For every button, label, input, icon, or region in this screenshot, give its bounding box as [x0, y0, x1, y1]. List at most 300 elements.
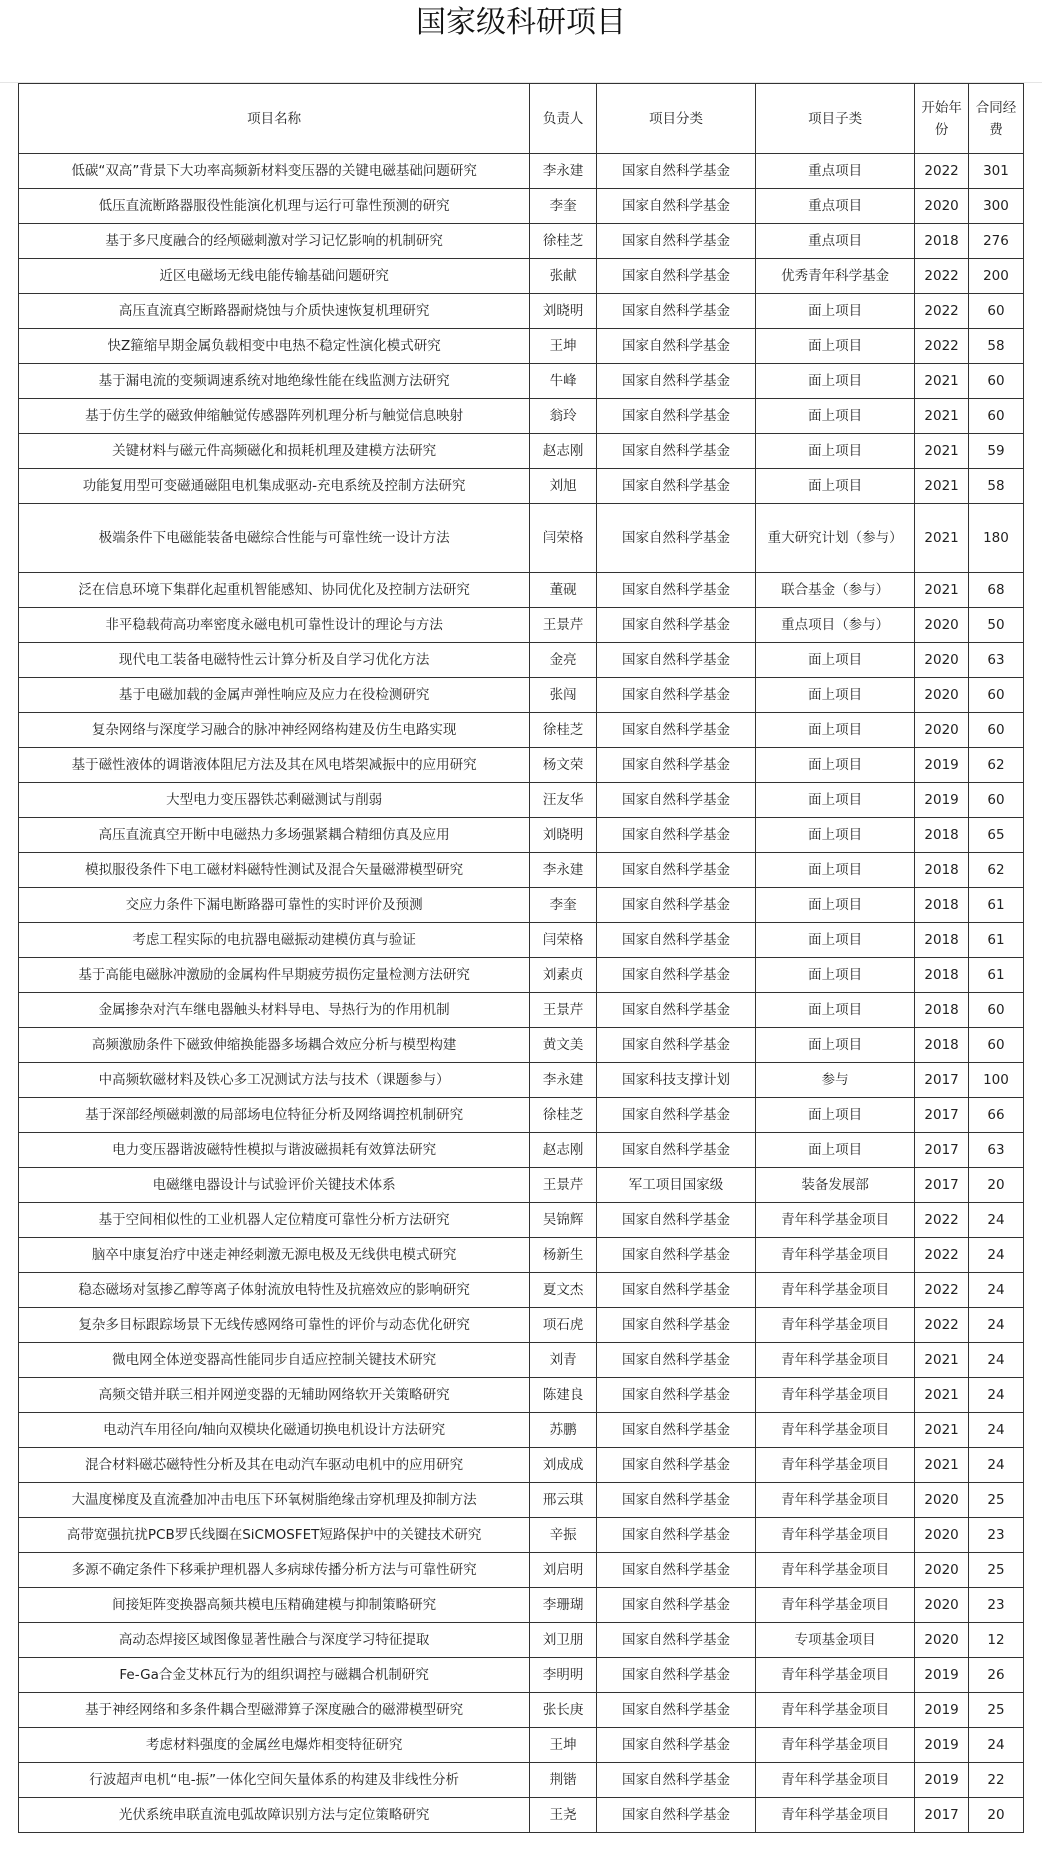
- subcategory-cell: 重大研究计划（参与）: [756, 504, 915, 573]
- subcategory-cell: 青年科学基金项目: [756, 1518, 915, 1553]
- table-row: [19, 1483, 1024, 1518]
- leader-cell: 张长庚: [530, 1693, 597, 1728]
- table-row: [19, 1203, 1024, 1238]
- project-name-cell: 基于仿生学的磁致伸缩触觉传感器阵列机理分析与触觉信息映射: [19, 399, 530, 434]
- funding-cell: 301: [968, 154, 1023, 189]
- start-year-cell: 2019: [915, 748, 969, 783]
- funding-cell: 26: [968, 1658, 1023, 1693]
- subcategory-cell: 面上项目: [756, 1028, 915, 1063]
- table-row: [19, 1308, 1024, 1343]
- page-title: 国家级科研项目: [416, 5, 626, 40]
- leader-cell: 王景芹: [530, 993, 597, 1028]
- project-name-cell: 非平稳载荷高功率密度永磁电机可靠性设计的理论与方法: [19, 608, 530, 643]
- category-cell: 国家自然科学基金: [596, 1238, 755, 1273]
- leader-cell: 闫荣格: [530, 923, 597, 958]
- leader-cell: 刘素贞: [530, 958, 597, 993]
- subcategory-cell: 青年科学基金项目: [756, 1763, 915, 1798]
- subcategory-cell: 面上项目: [756, 923, 915, 958]
- start-year-cell: 2017: [915, 1798, 969, 1833]
- project-name-cell: 低压直流断路器服役性能演化机理与运行可靠性预测的研究: [19, 189, 530, 224]
- category-cell: 国家科技支撑计划: [596, 1063, 755, 1098]
- funding-cell: 63: [968, 1133, 1023, 1168]
- table-row: [19, 1763, 1024, 1798]
- category-cell: 军工项目国家级: [596, 1168, 755, 1203]
- category-cell: 国家自然科学基金: [596, 1763, 755, 1798]
- project-name-cell: 光伏系统串联直流电弧故障识别方法与定位策略研究: [19, 1798, 530, 1833]
- category-cell: 国家自然科学基金: [596, 1098, 755, 1133]
- project-name-cell: 金属掺杂对汽车继电器触头材料导电、导热行为的作用机制: [19, 993, 530, 1028]
- leader-cell: 李明明: [530, 1658, 597, 1693]
- project-name-cell: 大型电力变压器铁芯剩磁测试与削弱: [19, 783, 530, 818]
- category-cell: 国家自然科学基金: [596, 608, 755, 643]
- category-cell: 国家自然科学基金: [596, 783, 755, 818]
- project-name-cell: 现代电工装备电磁特性云计算分析及自学习优化方法: [19, 643, 530, 678]
- project-name-cell: 近区电磁场无线电能传输基础问题研究: [19, 259, 530, 294]
- start-year-cell: 2021: [915, 434, 969, 469]
- project-name-cell: 考虑材料强度的金属丝电爆炸相变特征研究: [19, 1728, 530, 1763]
- start-year-cell: 2022: [915, 329, 969, 364]
- table-row: [19, 678, 1024, 713]
- category-cell: 国家自然科学基金: [596, 1308, 755, 1343]
- category-cell: 国家自然科学基金: [596, 294, 755, 329]
- category-cell: 国家自然科学基金: [596, 1483, 755, 1518]
- project-name-cell: Fe-Ga合金艾林瓦行为的组织调控与磁耦合机制研究: [19, 1658, 530, 1693]
- leader-cell: 牛峰: [530, 364, 597, 399]
- table-row: [19, 1413, 1024, 1448]
- table-row: [19, 713, 1024, 748]
- leader-cell: 徐桂芝: [530, 224, 597, 259]
- project-name-cell: 高带宽强抗扰PCB罗氏线圈在SiCMOSFET短路保护中的关键技术研究: [19, 1518, 530, 1553]
- subcategory-cell: 青年科学基金项目: [756, 1343, 915, 1378]
- start-year-cell: 2020: [915, 643, 969, 678]
- table-row: [19, 1273, 1024, 1308]
- subcategory-cell: 青年科学基金项目: [756, 1448, 915, 1483]
- funding-cell: 24: [968, 1378, 1023, 1413]
- table-row: [19, 399, 1024, 434]
- project-name-cell: 极端条件下电磁能装备电磁综合性能与可靠性统一设计方法: [19, 504, 530, 573]
- category-cell: 国家自然科学基金: [596, 329, 755, 364]
- funding-cell: 200: [968, 259, 1023, 294]
- leader-cell: 王景芹: [530, 1168, 597, 1203]
- project-name-cell: 复杂多目标跟踪场景下无线传感网络可靠性的评价与动态优化研究: [19, 1308, 530, 1343]
- table-header-row: [19, 84, 1024, 154]
- table-row: [19, 1658, 1024, 1693]
- subcategory-cell: 青年科学基金项目: [756, 1238, 915, 1273]
- start-year-cell: 2019: [915, 1763, 969, 1798]
- table-row: [19, 1238, 1024, 1273]
- subcategory-cell: 重点项目: [756, 189, 915, 224]
- category-cell: 国家自然科学基金: [596, 224, 755, 259]
- table-row: [19, 434, 1024, 469]
- table-row: [19, 1168, 1024, 1203]
- funding-cell: 60: [968, 364, 1023, 399]
- category-cell: 国家自然科学基金: [596, 643, 755, 678]
- subcategory-cell: 专项基金项目: [756, 1623, 915, 1658]
- start-year-cell: 2019: [915, 1728, 969, 1763]
- start-year-cell: 2022: [915, 154, 969, 189]
- category-cell: 国家自然科学基金: [596, 1413, 755, 1448]
- leader-cell: 刘卫朋: [530, 1623, 597, 1658]
- leader-cell: 张献: [530, 259, 597, 294]
- funding-cell: 24: [968, 1238, 1023, 1273]
- funding-cell: 23: [968, 1588, 1023, 1623]
- funding-cell: 50: [968, 608, 1023, 643]
- start-year-cell: 2021: [915, 399, 969, 434]
- category-cell: 国家自然科学基金: [596, 259, 755, 294]
- category-cell: 国家自然科学基金: [596, 748, 755, 783]
- start-year-cell: 2021: [915, 504, 969, 573]
- leader-cell: 翁玲: [530, 399, 597, 434]
- subcategory-cell: 重点项目（参与）: [756, 608, 915, 643]
- table-row: [19, 1063, 1024, 1098]
- table-row: [19, 1098, 1024, 1133]
- table-row: [19, 748, 1024, 783]
- funding-cell: 62: [968, 748, 1023, 783]
- project-name-cell: 微电网全体逆变器高性能同步自适应控制关键技术研究: [19, 1343, 530, 1378]
- table-row: [19, 783, 1024, 818]
- leader-cell: 辛振: [530, 1518, 597, 1553]
- start-year-cell: 2017: [915, 1063, 969, 1098]
- project-name-cell: 中高频软磁材料及铁心多工况测试方法与技术（课题参与）: [19, 1063, 530, 1098]
- project-name-cell: 泛在信息环境下集群化起重机智能感知、协同优化及控制方法研究: [19, 573, 530, 608]
- table-row: [19, 923, 1024, 958]
- start-year-cell: 2018: [915, 1028, 969, 1063]
- table-row: [19, 1378, 1024, 1413]
- header-category: 项目分类: [596, 84, 755, 154]
- category-cell: 国家自然科学基金: [596, 1693, 755, 1728]
- subcategory-cell: 重点项目: [756, 224, 915, 259]
- subcategory-cell: 青年科学基金项目: [756, 1693, 915, 1728]
- category-cell: 国家自然科学基金: [596, 1273, 755, 1308]
- table-row: [19, 1693, 1024, 1728]
- subcategory-cell: 面上项目: [756, 434, 915, 469]
- funding-cell: 61: [968, 923, 1023, 958]
- funding-cell: 60: [968, 713, 1023, 748]
- start-year-cell: 2020: [915, 678, 969, 713]
- funding-cell: 100: [968, 1063, 1023, 1098]
- start-year-cell: 2018: [915, 224, 969, 259]
- leader-cell: 张闯: [530, 678, 597, 713]
- category-cell: 国家自然科学基金: [596, 469, 755, 504]
- start-year-cell: 2022: [915, 259, 969, 294]
- category-cell: 国家自然科学基金: [596, 993, 755, 1028]
- funding-cell: 63: [968, 643, 1023, 678]
- leader-cell: 杨新生: [530, 1238, 597, 1273]
- leader-cell: 王坤: [530, 1728, 597, 1763]
- subcategory-cell: 面上项目: [756, 888, 915, 923]
- funding-cell: 60: [968, 993, 1023, 1028]
- category-cell: 国家自然科学基金: [596, 713, 755, 748]
- subcategory-cell: 面上项目: [756, 294, 915, 329]
- table-row: [19, 1133, 1024, 1168]
- leader-cell: 金亮: [530, 643, 597, 678]
- leader-cell: 赵志刚: [530, 1133, 597, 1168]
- project-name-cell: 多源不确定条件下移乘护理机器人多病球传播分析方法与可靠性研究: [19, 1553, 530, 1588]
- category-cell: 国家自然科学基金: [596, 1623, 755, 1658]
- leader-cell: 赵志刚: [530, 434, 597, 469]
- subcategory-cell: 面上项目: [756, 818, 915, 853]
- subcategory-cell: 联合基金（参与）: [756, 573, 915, 608]
- funding-cell: 66: [968, 1098, 1023, 1133]
- category-cell: 国家自然科学基金: [596, 1378, 755, 1413]
- leader-cell: 李珊瑚: [530, 1588, 597, 1623]
- category-cell: 国家自然科学基金: [596, 1518, 755, 1553]
- project-name-cell: 基于空间相似性的工业机器人定位精度可靠性分析方法研究: [19, 1203, 530, 1238]
- header-project-name: 项目名称: [19, 84, 530, 154]
- subcategory-cell: 面上项目: [756, 958, 915, 993]
- project-name-cell: 高压直流真空断路器耐烧蚀与介质快速恢复机理研究: [19, 294, 530, 329]
- category-cell: 国家自然科学基金: [596, 504, 755, 573]
- leader-cell: 徐桂芝: [530, 713, 597, 748]
- start-year-cell: 2020: [915, 1518, 969, 1553]
- start-year-cell: 2021: [915, 469, 969, 504]
- funding-cell: 59: [968, 434, 1023, 469]
- project-name-cell: 考虑工程实际的电抗器电磁振动建模仿真与验证: [19, 923, 530, 958]
- funding-cell: 12: [968, 1623, 1023, 1658]
- table-row: [19, 154, 1024, 189]
- category-cell: 国家自然科学基金: [596, 1133, 755, 1168]
- project-name-cell: 高动态焊接区域图像显著性融合与深度学习特征提取: [19, 1623, 530, 1658]
- funding-cell: 24: [968, 1273, 1023, 1308]
- subcategory-cell: 青年科学基金项目: [756, 1588, 915, 1623]
- table-row: [19, 259, 1024, 294]
- category-cell: 国家自然科学基金: [596, 1798, 755, 1833]
- leader-cell: 王景芹: [530, 608, 597, 643]
- funding-cell: 25: [968, 1483, 1023, 1518]
- leader-cell: 刘晓明: [530, 818, 597, 853]
- table-row: [19, 294, 1024, 329]
- funding-cell: 24: [968, 1448, 1023, 1483]
- table-row: [19, 608, 1024, 643]
- table-row: [19, 993, 1024, 1028]
- project-name-cell: 混合材料磁芯磁特性分析及其在电动汽车驱动电机中的应用研究: [19, 1448, 530, 1483]
- leader-cell: 陈建良: [530, 1378, 597, 1413]
- leader-cell: 李永建: [530, 853, 597, 888]
- subcategory-cell: 参与: [756, 1063, 915, 1098]
- category-cell: 国家自然科学基金: [596, 573, 755, 608]
- table-row: [19, 1518, 1024, 1553]
- project-name-cell: 基于高能电磁脉冲激励的金属构件早期疲劳损伤定量检测方法研究: [19, 958, 530, 993]
- header-leader: 负责人: [530, 84, 597, 154]
- category-cell: 国家自然科学基金: [596, 364, 755, 399]
- project-name-cell: 快Z箍缩早期金属负载相变中电热不稳定性演化模式研究: [19, 329, 530, 364]
- subcategory-cell: 青年科学基金项目: [756, 1378, 915, 1413]
- funding-cell: 25: [968, 1553, 1023, 1588]
- subcategory-cell: 面上项目: [756, 748, 915, 783]
- category-cell: 国家自然科学基金: [596, 818, 755, 853]
- project-name-cell: 大温度梯度及直流叠加冲击电压下环氧树脂绝缘击穿机理及抑制方法: [19, 1483, 530, 1518]
- start-year-cell: 2021: [915, 1413, 969, 1448]
- start-year-cell: 2020: [915, 1588, 969, 1623]
- leader-cell: 王尧: [530, 1798, 597, 1833]
- subcategory-cell: 青年科学基金项目: [756, 1798, 915, 1833]
- category-cell: 国家自然科学基金: [596, 958, 755, 993]
- leader-cell: 李永建: [530, 154, 597, 189]
- project-name-cell: 交应力条件下漏电断路器可靠性的实时评价及预测: [19, 888, 530, 923]
- funding-cell: 25: [968, 1693, 1023, 1728]
- subcategory-cell: 青年科学基金项目: [756, 1483, 915, 1518]
- start-year-cell: 2022: [915, 1203, 969, 1238]
- start-year-cell: 2020: [915, 713, 969, 748]
- start-year-cell: 2019: [915, 1658, 969, 1693]
- leader-cell: 项石虎: [530, 1308, 597, 1343]
- category-cell: 国家自然科学基金: [596, 434, 755, 469]
- funding-cell: 276: [968, 224, 1023, 259]
- category-cell: 国家自然科学基金: [596, 853, 755, 888]
- start-year-cell: 2022: [915, 294, 969, 329]
- project-name-cell: 基于神经网络和多条件耦合型磁滞算子深度融合的磁滞模型研究: [19, 1693, 530, 1728]
- category-cell: 国家自然科学基金: [596, 1343, 755, 1378]
- project-name-cell: 功能复用型可变磁通磁阻电机集成驱动-充电系统及控制方法研究: [19, 469, 530, 504]
- subcategory-cell: 面上项目: [756, 713, 915, 748]
- leader-cell: 刘晓明: [530, 294, 597, 329]
- table-row: [19, 189, 1024, 224]
- subcategory-cell: 面上项目: [756, 1098, 915, 1133]
- project-name-cell: 电磁继电器设计与试验评价关键技术体系: [19, 1168, 530, 1203]
- subcategory-cell: 面上项目: [756, 364, 915, 399]
- table-row: [19, 1728, 1024, 1763]
- start-year-cell: 2022: [915, 1273, 969, 1308]
- subcategory-cell: 青年科学基金项目: [756, 1308, 915, 1343]
- subcategory-cell: 青年科学基金项目: [756, 1658, 915, 1693]
- project-name-cell: 高频交错并联三相并网逆变器的无辅助网络软开关策略研究: [19, 1378, 530, 1413]
- funding-cell: 24: [968, 1343, 1023, 1378]
- start-year-cell: 2022: [915, 1308, 969, 1343]
- funding-cell: 60: [968, 678, 1023, 713]
- category-cell: 国家自然科学基金: [596, 888, 755, 923]
- subcategory-cell: 面上项目: [756, 399, 915, 434]
- subcategory-cell: 青年科学基金项目: [756, 1728, 915, 1763]
- leader-cell: 苏鹏: [530, 1413, 597, 1448]
- leader-cell: 夏文杰: [530, 1273, 597, 1308]
- category-cell: 国家自然科学基金: [596, 1553, 755, 1588]
- subcategory-cell: 面上项目: [756, 469, 915, 504]
- start-year-cell: 2018: [915, 993, 969, 1028]
- funding-cell: 23: [968, 1518, 1023, 1553]
- header-subcategory: 项目子类: [756, 84, 915, 154]
- table-row: [19, 329, 1024, 364]
- funding-cell: 22: [968, 1763, 1023, 1798]
- start-year-cell: 2021: [915, 1343, 969, 1378]
- leader-cell: 闫荣格: [530, 504, 597, 573]
- subcategory-cell: 面上项目: [756, 329, 915, 364]
- table-row: [19, 958, 1024, 993]
- leader-cell: 汪友华: [530, 783, 597, 818]
- table-row: [19, 1448, 1024, 1483]
- start-year-cell: 2019: [915, 1693, 969, 1728]
- start-year-cell: 2020: [915, 1553, 969, 1588]
- start-year-cell: 2018: [915, 888, 969, 923]
- funding-cell: 20: [968, 1798, 1023, 1833]
- subcategory-cell: 面上项目: [756, 993, 915, 1028]
- subcategory-cell: 青年科学基金项目: [756, 1273, 915, 1308]
- funding-cell: 60: [968, 1028, 1023, 1063]
- start-year-cell: 2020: [915, 608, 969, 643]
- subcategory-cell: 青年科学基金项目: [756, 1413, 915, 1448]
- funding-cell: 24: [968, 1308, 1023, 1343]
- project-name-cell: 电力变压器谐波磁特性模拟与谐波磁损耗有效算法研究: [19, 1133, 530, 1168]
- table-row: [19, 1588, 1024, 1623]
- funding-cell: 68: [968, 573, 1023, 608]
- start-year-cell: 2017: [915, 1168, 969, 1203]
- header-funding: 合同经费: [968, 84, 1023, 154]
- start-year-cell: 2021: [915, 1378, 969, 1413]
- subcategory-cell: 面上项目: [756, 783, 915, 818]
- table-row: [19, 818, 1024, 853]
- category-cell: 国家自然科学基金: [596, 189, 755, 224]
- funding-cell: 58: [968, 329, 1023, 364]
- leader-cell: 李奎: [530, 189, 597, 224]
- leader-cell: 李永建: [530, 1063, 597, 1098]
- table-row: [19, 853, 1024, 888]
- table-row: [19, 1553, 1024, 1588]
- funding-cell: 60: [968, 783, 1023, 818]
- category-cell: 国家自然科学基金: [596, 399, 755, 434]
- projects-table: [18, 83, 1024, 1833]
- table-row: [19, 573, 1024, 608]
- category-cell: 国家自然科学基金: [596, 1588, 755, 1623]
- funding-cell: 300: [968, 189, 1023, 224]
- start-year-cell: 2018: [915, 958, 969, 993]
- category-cell: 国家自然科学基金: [596, 1028, 755, 1063]
- table-row: [19, 364, 1024, 399]
- start-year-cell: 2020: [915, 189, 969, 224]
- leader-cell: 刘启明: [530, 1553, 597, 1588]
- project-name-cell: 模拟服役条件下电工磁材料磁特性测试及混合矢量磁滞模型研究: [19, 853, 530, 888]
- project-name-cell: 基于多尺度融合的经颅磁刺激对学习记忆影响的机制研究: [19, 224, 530, 259]
- leader-cell: 王坤: [530, 329, 597, 364]
- start-year-cell: 2019: [915, 783, 969, 818]
- table-row: [19, 469, 1024, 504]
- subcategory-cell: 面上项目: [756, 643, 915, 678]
- subcategory-cell: 重点项目: [756, 154, 915, 189]
- subcategory-cell: 面上项目: [756, 853, 915, 888]
- table-row: [19, 1028, 1024, 1063]
- header-start-year: 开始年份: [915, 84, 969, 154]
- subcategory-cell: 面上项目: [756, 678, 915, 713]
- project-name-cell: 高压直流真空开断中电磁热力多场强紧耦合精细仿真及应用: [19, 818, 530, 853]
- category-cell: 国家自然科学基金: [596, 1448, 755, 1483]
- project-name-cell: 基于电磁加载的金属声弹性响应及应力在役检测研究: [19, 678, 530, 713]
- leader-cell: 杨文荣: [530, 748, 597, 783]
- start-year-cell: 2021: [915, 573, 969, 608]
- leader-cell: 刘青: [530, 1343, 597, 1378]
- table-row: [19, 1343, 1024, 1378]
- table-row: [19, 504, 1024, 573]
- funding-cell: 65: [968, 818, 1023, 853]
- leader-cell: 徐桂芝: [530, 1098, 597, 1133]
- start-year-cell: 2021: [915, 1448, 969, 1483]
- start-year-cell: 2017: [915, 1133, 969, 1168]
- funding-cell: 24: [968, 1413, 1023, 1448]
- funding-cell: 24: [968, 1728, 1023, 1763]
- funding-cell: 62: [968, 853, 1023, 888]
- project-name-cell: 间接矩阵变换器高频共模电压精确建模与抑制策略研究: [19, 1588, 530, 1623]
- project-name-cell: 基于磁性液体的调谐液体阻尼方法及其在风电塔架减振中的应用研究: [19, 748, 530, 783]
- project-name-cell: 复杂网络与深度学习融合的脉冲神经网络构建及仿生电路实现: [19, 713, 530, 748]
- leader-cell: 邢云琪: [530, 1483, 597, 1518]
- start-year-cell: 2020: [915, 1623, 969, 1658]
- table-row: [19, 1623, 1024, 1658]
- subcategory-cell: 青年科学基金项目: [756, 1553, 915, 1588]
- category-cell: 国家自然科学基金: [596, 1203, 755, 1238]
- project-name-cell: 行波超声电机“电-振”一体化空间矢量体系的构建及非线性分析: [19, 1763, 530, 1798]
- table-row: [19, 643, 1024, 678]
- start-year-cell: 2018: [915, 818, 969, 853]
- subcategory-cell: 装备发展部: [756, 1168, 915, 1203]
- category-cell: 国家自然科学基金: [596, 1728, 755, 1763]
- funding-cell: 61: [968, 888, 1023, 923]
